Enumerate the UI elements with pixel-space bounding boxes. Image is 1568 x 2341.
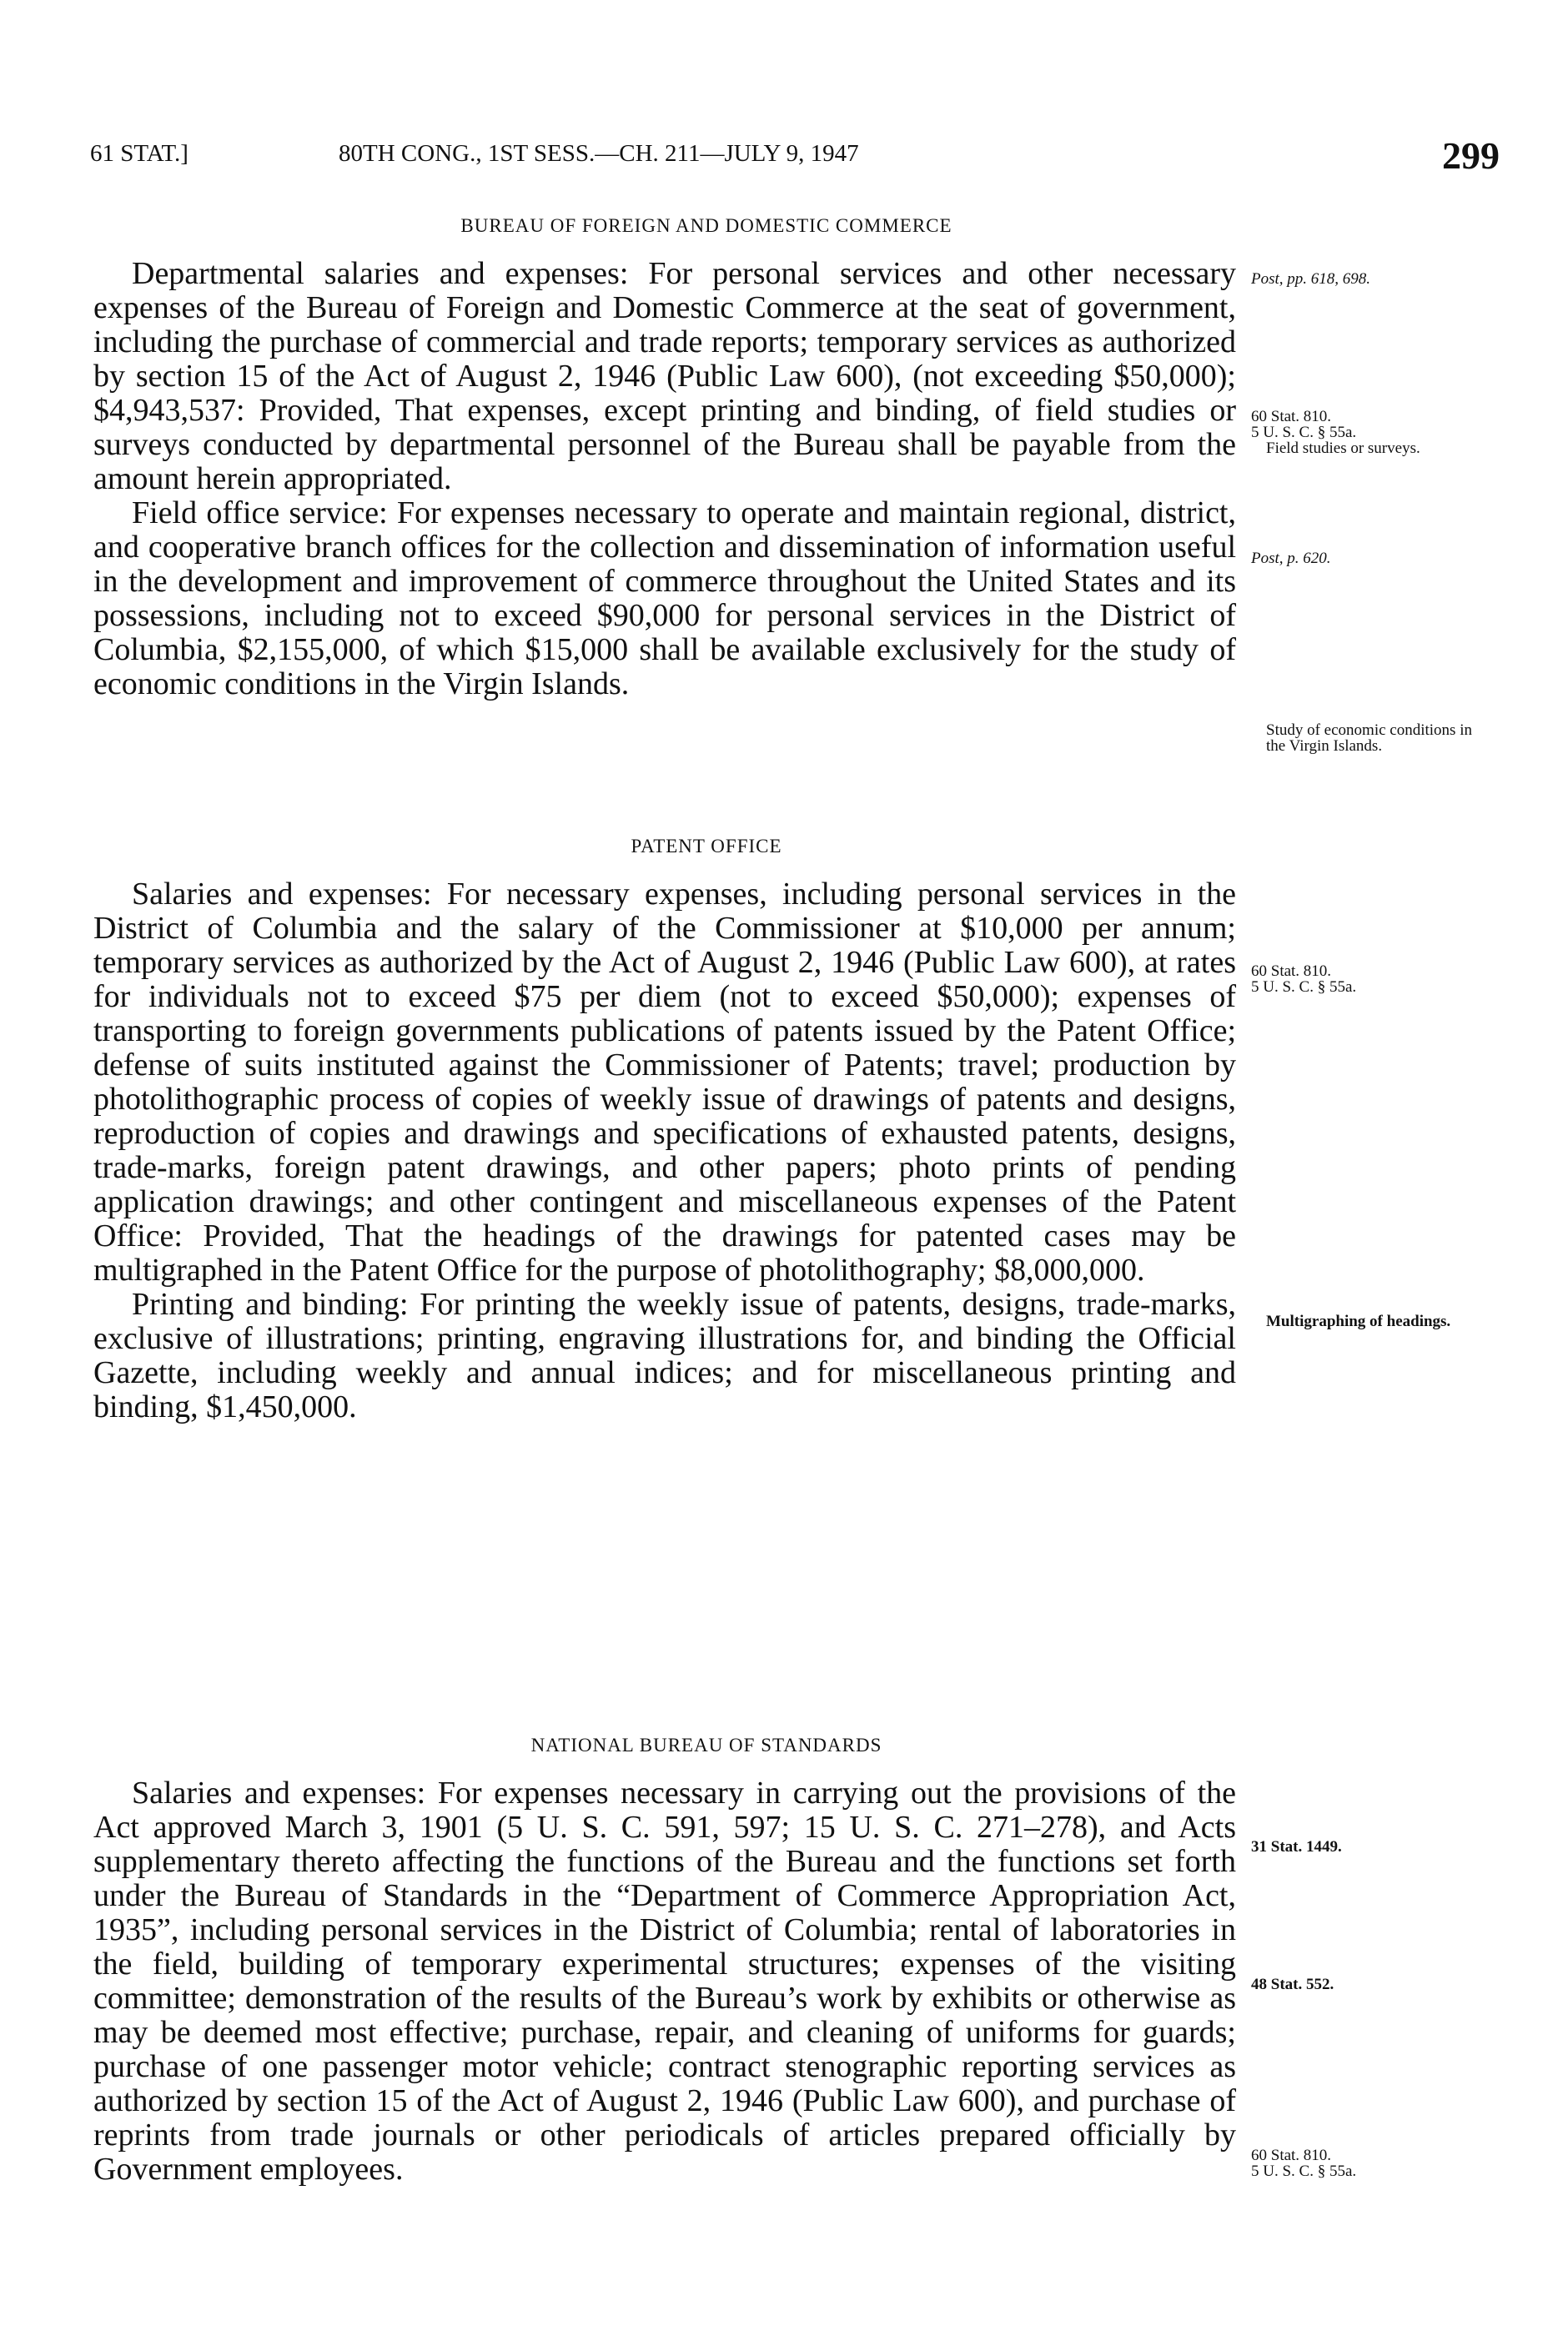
paragraph-patent-salaries: Salaries and expenses: For necessary expenses, including personal services in the District of Columbia and the salary of the Commissioner at $10,000 per annum; temporary services as authorized by the Act of August 2, 1946 (Public Law 600), at rates for individuals not to exceed $75 per diem (not to exceed $50,000); expenses of transporting to foreign governments publications of patents issued by the Patent Office; defense of suits instituted against the Commissioner of Patents; travel; production by photolithographic process of copies of weekly issue of drawings of patents and designs, reproduction of copies and drawings and specifications of exhausted patents, designs, trade-marks, foreign patent drawings, and other papers; photo prints of pending application drawings; and other contingent and miscellaneous expenses of the Patent Office: Provided, That the headings of the drawings for patented cases may be multigraphed in the Patent Office for the purpose of photolithography; $8,000,000. [93, 877, 1236, 1288]
margin-note [1251, 722, 1476, 754]
margin-note [1251, 1977, 1501, 1992]
margin-note [1251, 963, 1501, 995]
margin-note-line: 5 U. S. C. § 55a. [1251, 424, 1357, 441]
margin-note-line: 60 Stat. 810. [1251, 2147, 1332, 2164]
margin-note-line: 5 U. S. C. § 55a. [1251, 978, 1357, 996]
margin-note-line: 5 U. S. C. § 55a. [1251, 2163, 1357, 2180]
margin-note [1251, 271, 1501, 287]
margin-note-line: Multigraphing of headings. [1266, 1313, 1451, 1330]
paragraph-departmental-salaries: Departmental salaries and expenses: For personal services and other necessary expenses of the Bureau of Foreign and Domestic Commerce at the seat of government, including the purchase of commercial and trade reports; temporary services as authorized by section 15 of the Act of August 2, 1946 (Public Law 600), (not exceeding $50,000); $4,943,537: Provided, That expenses, except printing and binding, of field studies or surveys conducted by departmental personnel of the Bureau shall be payable from the amount herein appropriated. [93, 256, 1236, 496]
section-body-patent-office [93, 877, 1236, 1424]
paragraph-standards-salaries: Salaries and expenses: For expenses necessary in carrying out the provisions of the Act approved March 3, 1901 (5 U. S. C. 591, 597; 15 U. S. C. 271–278), and Acts supplementary thereto affecting the functions of the Bureau and the functions set forth under the Bureau of Standards in the “Department of Commerce Appropriation Act, 1935”, including personal services in the District of Columbia; rental of laboratories in the field, building of temporary experimental structures; expenses of the visiting committee; demonstration of the results of the Bureau’s work by exhibits or otherwise as may be deemed most effective; purchase, repair, and cleaning of uniforms for guards; purchase of one passenger motor vehicle; contract stenographic reporting services as authorized by section 15 of the Act of August 2, 1946 (Public Law 600), and purchase of reprints from trade journals or other periodicals of articles prepared officially by Government employees. [93, 1776, 1236, 2187]
section-body-bureau-of-standards [93, 1776, 1236, 2187]
section-body-foreign-domestic-commerce [93, 257, 1236, 701]
margin-note [1251, 2148, 1501, 2179]
margin-note-line: 48 Stat. 552. [1251, 1976, 1334, 1993]
section-title-foreign-domestic-commerce: BUREAU OF FOREIGN AND DOMESTIC COMMERCE [460, 215, 952, 236]
paragraph-field-office-service: Field office service: For expenses necessary to operate and maintain regional, district, and cooperative branch offices for the collection and dissemination of information useful in the development and improvement of commerce throughout the United States and its possessions, including not to exceed $90,000 for personal services in the District of Columbia, $2,155,000, of which $15,000 shall be available exclusively for the study of economic conditions in the Virgin Islands. [93, 495, 1236, 701]
margin-note [1251, 1314, 1468, 1329]
margin-note-line: Post, p. 620. [1251, 550, 1331, 567]
margin-note-line: 60 Stat. 810. [1251, 962, 1332, 980]
margin-note-line: 60 Stat. 810. [1251, 408, 1332, 425]
margin-note-line: Field studies or surveys. [1266, 440, 1420, 457]
running-header [90, 134, 1500, 182]
section-title-bureau-of-standards: NATIONAL BUREAU OF STANDARDS [530, 1735, 882, 1756]
margin-note-line: Study of economic conditions in the Virgin Islands. [1266, 721, 1472, 755]
margin-note [1251, 1839, 1501, 1855]
margin-note-line: 31 Stat. 1449. [1251, 1838, 1342, 1856]
margin-note [1251, 550, 1501, 566]
volume-citation: 61 STAT.] [90, 140, 188, 167]
margin-note [1251, 409, 1501, 456]
page-number: 299 [1442, 134, 1500, 177]
session-chapter-date: 80TH CONG., 1ST SESS.—CH. 211—JULY 9, 1947 [339, 140, 859, 167]
margin-note-line: Post, pp. 618, 698. [1251, 270, 1371, 288]
paragraph-printing-binding: Printing and binding: For printing the weekly issue of patents, designs, trade-marks, exclusive of illustrations; printing, engraving illustrations for, and binding the Official Gazette, including weekly and annual indices; and for miscellaneous printing and binding, $1,450,000. [93, 1287, 1236, 1424]
section-title-patent-office: PATENT OFFICE [631, 836, 782, 857]
